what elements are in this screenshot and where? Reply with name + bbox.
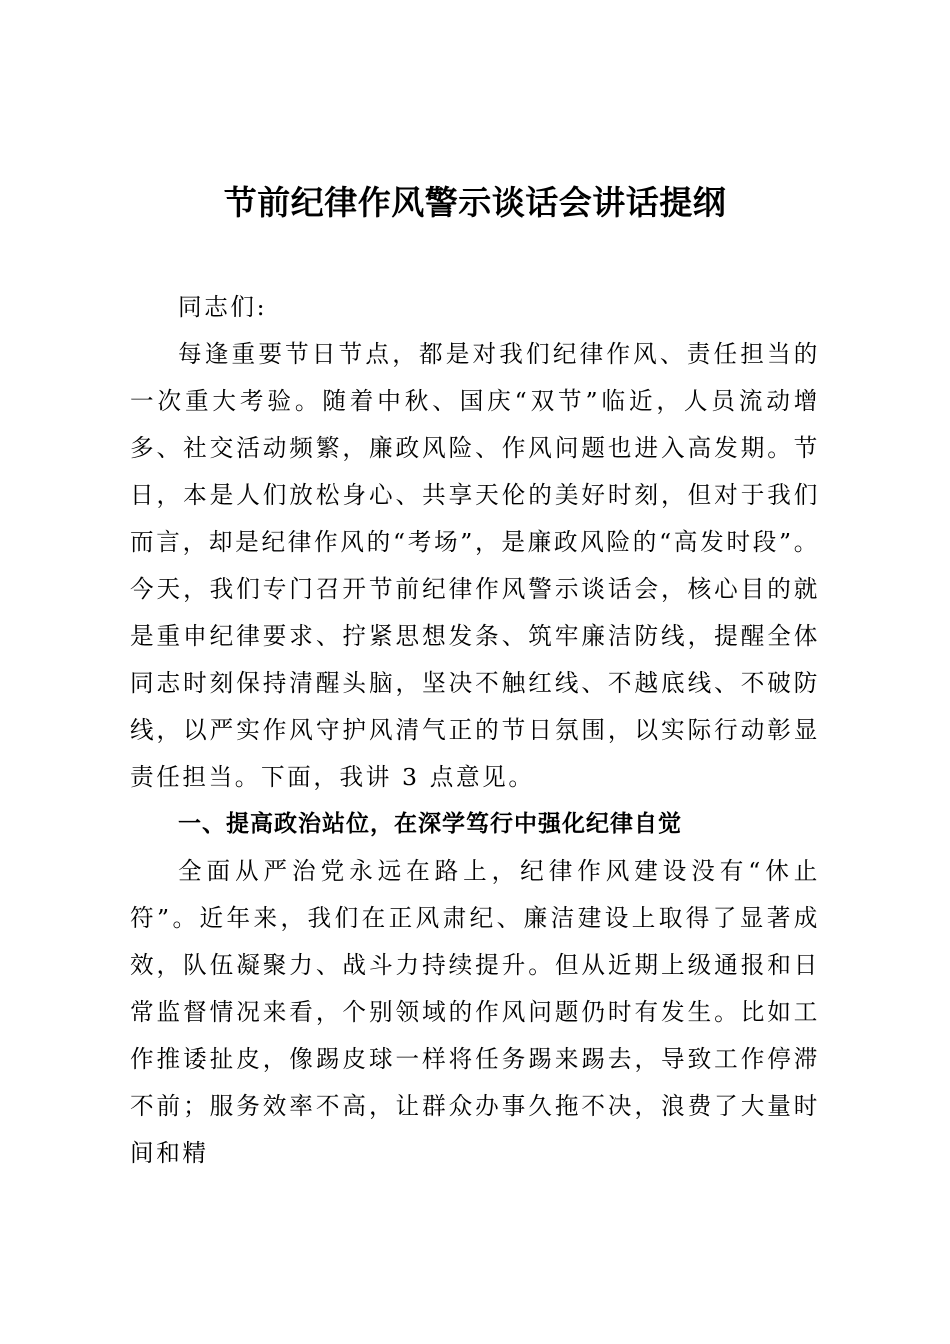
intro-paragraph: 每逢重要节日节点，都是对我们纪律作风、责任担当的一次重大考验。随着中秋、国庆“双节”临近，人员流动增多、社交活动频繁，廉政风险、作风问题也进入高发期。节日，本是人们放松身心、共享天伦的美好时刻，但对于我们而言，却是纪律作风的“考场”，是廉政风险的“高发时段”。今天，我们专门召开节前纪律作风警示谈话会，核心目的就是重申纪律要求、拧紧思想发条、筑牢廉洁防线，提醒全体同志时刻保持清醒头脑，坚决不触红线、不越底线、不破防线，以严实作风守护风清气正的节日氛围，以实际行动彰显责任担当。下面，我讲 3 点意见。 bbox=[130, 340, 820, 791]
document-title: 节前纪律作风警示谈话会讲话提纲 bbox=[223, 183, 727, 222]
section-heading-1: 一、提高政治站位，在深学笃行中强化纪律自觉 bbox=[178, 811, 682, 837]
document-body bbox=[130, 284, 820, 1177]
greeting: 同志们: bbox=[178, 293, 268, 321]
section-paragraph-1: 全面从严治党永远在路上，纪律作风建设没有“休止符”。近年来，我们在正风肃纪、廉洁建设上取得了显著成效，队伍凝聚力、战斗力持续提升。但从近期上级通报和日常监督情况来看，个别领域的作风问题仍时有发生。比如工作推诿扯皮，像踢皮球一样将任务踢来踢去，导致工作停滞不前；服务效率不高，让群众办事久拖不决，浪费了大量时间和精 bbox=[130, 857, 820, 1167]
